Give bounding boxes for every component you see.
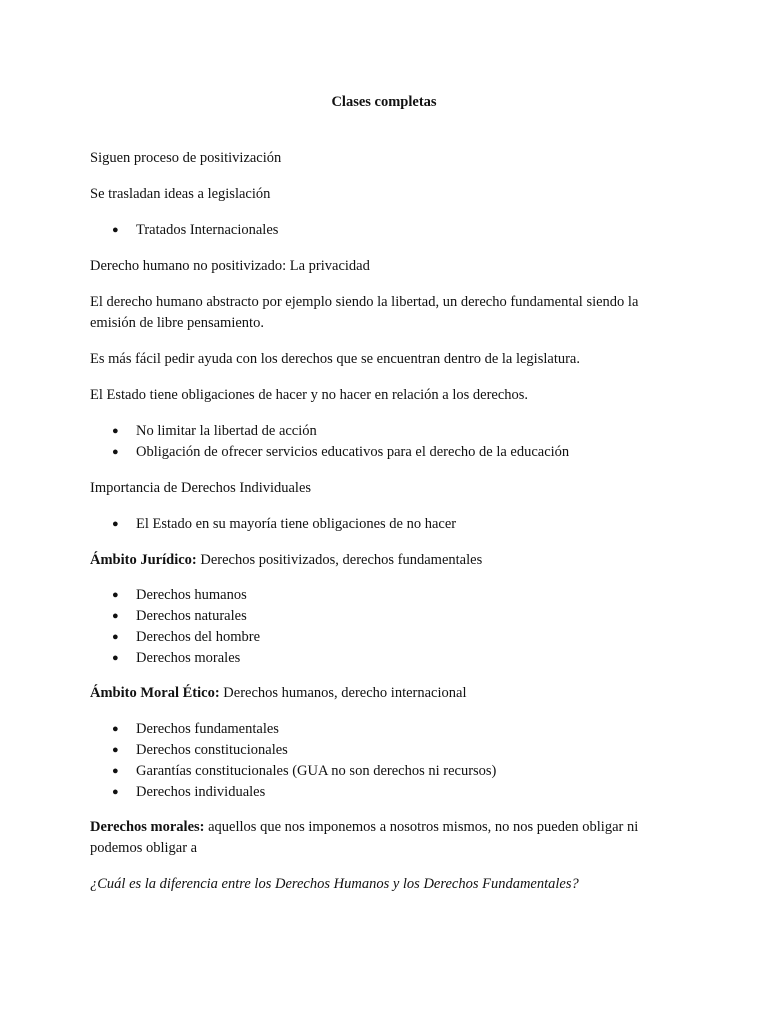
list-item: ● No limitar la libertad de acción: [90, 421, 680, 442]
bullet-list-no-hacer: [90, 514, 680, 535]
term-definition: Derechos humanos, derecho internacional: [219, 685, 467, 701]
list-item: ● Derechos constitucionales: [90, 740, 680, 761]
paragraph-no-positivizado: Derecho humano no positivizado: La privacidad: [90, 258, 370, 274]
paragraph-derechos-morales: [90, 817, 680, 859]
document-title: Clases completas: [331, 94, 437, 110]
paragraph-positivizacion: Siguen proceso de positivización: [90, 150, 282, 166]
list-item: ● Garantías constitucionales (GUA no son derechos ni recursos): [90, 761, 680, 782]
paragraph-obligaciones: El Estado tiene obligaciones de hacer y no hacer en relación a los derechos.: [90, 387, 529, 403]
paragraph-legislacion: Se trasladan ideas a legislación: [90, 186, 271, 202]
list-item: ● Derechos morales: [90, 648, 680, 669]
list-item: ● Derechos del hombre: [90, 627, 680, 648]
term-definition: aquellos que nos imponemos a nosotros mismos, no nos pueden obligar ni: [204, 819, 639, 835]
paragraph-ambito-juridico: [90, 550, 680, 571]
bullet-list-ambito-juridico: [90, 585, 680, 669]
term-label: Ámbito Moral Ético:: [90, 685, 220, 701]
question-text: ¿Cuál es la diferencia entre los Derechos Humanos y los Derechos Fundamentales?: [90, 876, 579, 892]
list-item: ● Obligación de ofrecer servicios educativos para el derecho de la educación: [90, 442, 680, 463]
paragraph-importancia: Importancia de Derechos Individuales: [90, 480, 312, 496]
paragraph-ambito-moral: [90, 683, 680, 704]
bullet-list-ambito-moral: [90, 719, 680, 803]
paragraph-derecho-abstracto: [90, 292, 680, 334]
list-item: ● El Estado en su mayoría tiene obligaciones de no hacer: [90, 514, 680, 535]
term-label: Ámbito Jurídico:: [90, 552, 197, 568]
list-item: ● Derechos humanos: [90, 585, 680, 606]
term-definition: Derechos positivizados, derechos fundamentales: [196, 552, 483, 568]
paragraph-line: emisión de libre pensamiento.: [90, 315, 264, 331]
paragraph-ayuda: Es más fácil pedir ayuda con los derechos que se encuentran dentro de la legislatura.: [90, 351, 580, 367]
paragraph-line: El derecho humano abstracto por ejemplo siendo la libertad, un derecho fundamental siendo la: [90, 294, 639, 310]
bullet-list-tratados: [90, 220, 680, 241]
list-item: ● Derechos naturales: [90, 606, 680, 627]
bullet-list-obligaciones: [90, 421, 680, 463]
list-item: ● Tratados Internacionales: [90, 220, 680, 241]
term-label: Derechos morales:: [90, 819, 205, 835]
list-item: ● Derechos individuales: [90, 782, 680, 803]
term-definition: podemos obligar a: [90, 840, 198, 856]
list-item: ● Derechos fundamentales: [90, 719, 680, 740]
